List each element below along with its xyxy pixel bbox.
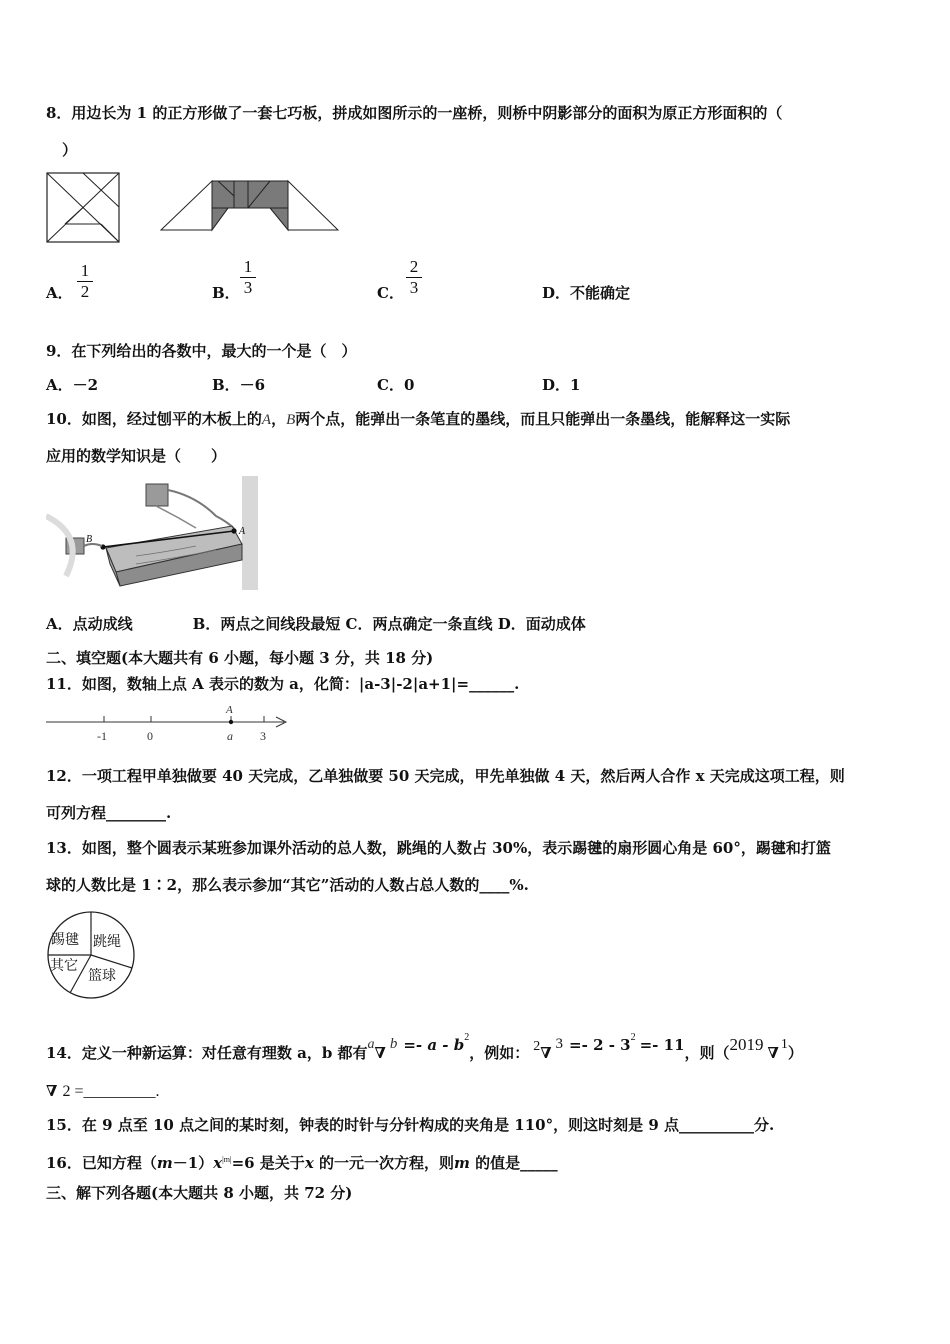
- q8-c-denominator: 3: [409, 278, 419, 297]
- q8-a-denominator: 2: [80, 282, 90, 301]
- q14-then: ，则（: [684, 1044, 730, 1062]
- q16-m1: m: [156, 1154, 173, 1172]
- section-3-heading: 三、解下列各题(本大题共 8 小题，共 72 分): [46, 1184, 353, 1202]
- photo-label-b: B: [86, 534, 93, 545]
- q8-option-c-fraction: [406, 258, 422, 297]
- q8-close-paren: ）: [62, 141, 78, 159]
- q10-stem-line2: 应用的数学知识是（ ）: [46, 447, 227, 465]
- q14-question-left: 2019: [729, 1035, 764, 1054]
- q8-option-d: [542, 283, 630, 303]
- q14-def-exp: 2: [464, 1032, 470, 1043]
- q14-line2-rest: 2 =_________.: [62, 1083, 160, 1100]
- q8-option-b-label: B．: [212, 284, 240, 302]
- q14-def-op: ∇: [374, 1044, 386, 1062]
- q14-question-close: ）: [787, 1044, 803, 1062]
- tangram-square-figure: [46, 172, 122, 244]
- axis-label-0: 0: [147, 729, 153, 743]
- q14-ex-op: ∇: [540, 1044, 552, 1062]
- q8-option-d-text: 不能确定: [570, 284, 631, 302]
- q10-stem-line1: [46, 409, 790, 430]
- q10-point-a: A: [261, 412, 272, 428]
- q8-option-d-label: D．: [542, 284, 571, 302]
- q14-def-a: a: [367, 1037, 375, 1052]
- q14-question-op: ∇: [767, 1044, 779, 1062]
- q9-option-b: B．－6: [212, 376, 266, 394]
- pie-label-lanqiu: 篮球: [88, 968, 116, 984]
- q16-x: x: [213, 1154, 223, 1172]
- q10-options: A．点动成线 B．两点之间线段最短 C．两点确定一条直线 D．面动成体: [46, 615, 586, 633]
- q10-line1-pre: 10．如图，经过刨平的木板上的: [46, 410, 262, 428]
- photo-label-a: A: [239, 526, 246, 537]
- q8-b-numerator: 1: [243, 257, 253, 276]
- axis-label-a: a: [227, 729, 233, 743]
- q8-option-a-label: A．: [46, 284, 73, 302]
- q16-mid: －1）: [172, 1154, 214, 1172]
- section-2-heading: 二、填空题(本大题共有 6 小题，每小题 3 分，共 18 分): [46, 649, 434, 667]
- q16-post3: 的值是_____: [469, 1154, 558, 1172]
- q14-ex-left: 2: [533, 1039, 541, 1054]
- number-line-figure: [44, 702, 294, 746]
- q16-pre: 16．已知方程（: [46, 1154, 157, 1172]
- q16-stem: [46, 1150, 558, 1173]
- q16-post2: 的一元一次方程，则: [313, 1154, 454, 1172]
- q9-option-c: C．0: [377, 376, 415, 394]
- q14-stem-line2: [46, 1081, 160, 1102]
- pie-label-tiaosheng: 跳绳: [93, 934, 121, 950]
- q8-option-c-label: C．: [377, 284, 404, 302]
- axis-point-label: A: [226, 704, 233, 716]
- axis-label-neg1: -1: [97, 729, 107, 743]
- q8-stem: 8．用边长为 1 的正方形做了一套七巧板，拼成如图所示的一座桥，则桥中阴影部分的面积为原正方形面积的（: [46, 104, 783, 122]
- q8-option-b-fraction: [240, 258, 256, 297]
- q14-ex-rhs: =- 2 - 3: [569, 1036, 631, 1054]
- q10-line1-post: 两个点，能弹出一条笔直的墨线，而且只能弹出一条墨线，能解释这一实际: [295, 410, 791, 428]
- q16-m2: m: [454, 1154, 470, 1172]
- q14-def-rhs: =- a - b: [403, 1036, 465, 1054]
- q10-separator: ，: [271, 410, 287, 428]
- q10-point-b: B: [286, 412, 296, 428]
- q12-stem-line1: 12．一项工程甲单独做要 40 天完成，乙单独做要 50 天完成，甲先单独做 4 天，然后两人合作 x 天完成这项工程，则: [46, 767, 845, 785]
- q11-stem: 11．如图，数轴上点 A 表示的数为 a，化简：|a-3|-2|a+1|=______.: [46, 675, 520, 693]
- q13-stem-line1: 13．如图，整个圆表示某班参加课外活动的总人数，跳绳的人数占 30%，表示踢毽的扇形圆心角是 60°，踢毽和打篮: [46, 839, 831, 857]
- q14-ex-result: =- 11: [639, 1036, 685, 1054]
- q14-example-label: ，例如：: [469, 1044, 530, 1062]
- q8-a-numerator: 1: [80, 261, 90, 280]
- pie-label-qita: 其它: [50, 958, 78, 974]
- q8-b-denominator: 3: [243, 278, 253, 297]
- q15-stem: 15．在 9 点至 10 点之间的某时刻，钟表的时针与分针构成的夹角是 110°，则这时刻是 9 点__________分.: [46, 1116, 775, 1134]
- q8-c-numerator: 2: [409, 257, 419, 276]
- q9-option-d: D．1: [542, 376, 581, 394]
- wood-plank-photo: [46, 476, 260, 590]
- q8-option-a-fraction: [77, 262, 93, 301]
- q14-ex-right: 3: [555, 1036, 564, 1052]
- q14-question-right: 1: [780, 1037, 788, 1052]
- q16-post1: =6 是关于: [231, 1154, 305, 1172]
- q9-stem: 9．在下列给出的各数中，最大的一个是（ ）: [46, 342, 357, 360]
- axis-label-3: 3: [260, 729, 266, 743]
- q14-stem-line1: [46, 1020, 803, 1071]
- q13-stem-line2: 球的人数比是 1∶2，那么表示参加“其它”活动的人数占总人数的____%.: [46, 876, 529, 894]
- q14-line2-op: ∇: [46, 1082, 58, 1100]
- q14-ex-exp: 2: [630, 1032, 636, 1043]
- tangram-bridge-figure: [158, 178, 340, 234]
- q12-stem-line2: 可列方程________.: [46, 804, 172, 822]
- q16-exponent: |m|: [222, 1155, 232, 1164]
- q9-option-a: A．－2: [46, 376, 99, 394]
- pie-label-jianzi: 踢毽: [51, 932, 79, 948]
- pie-chart-figure: [46, 910, 138, 1000]
- q14-def-b: b: [389, 1036, 398, 1052]
- q14-pre: 14．定义一种新运算：对任意有理数 a，b 都有: [46, 1044, 368, 1062]
- q16-x2: x: [304, 1154, 314, 1172]
